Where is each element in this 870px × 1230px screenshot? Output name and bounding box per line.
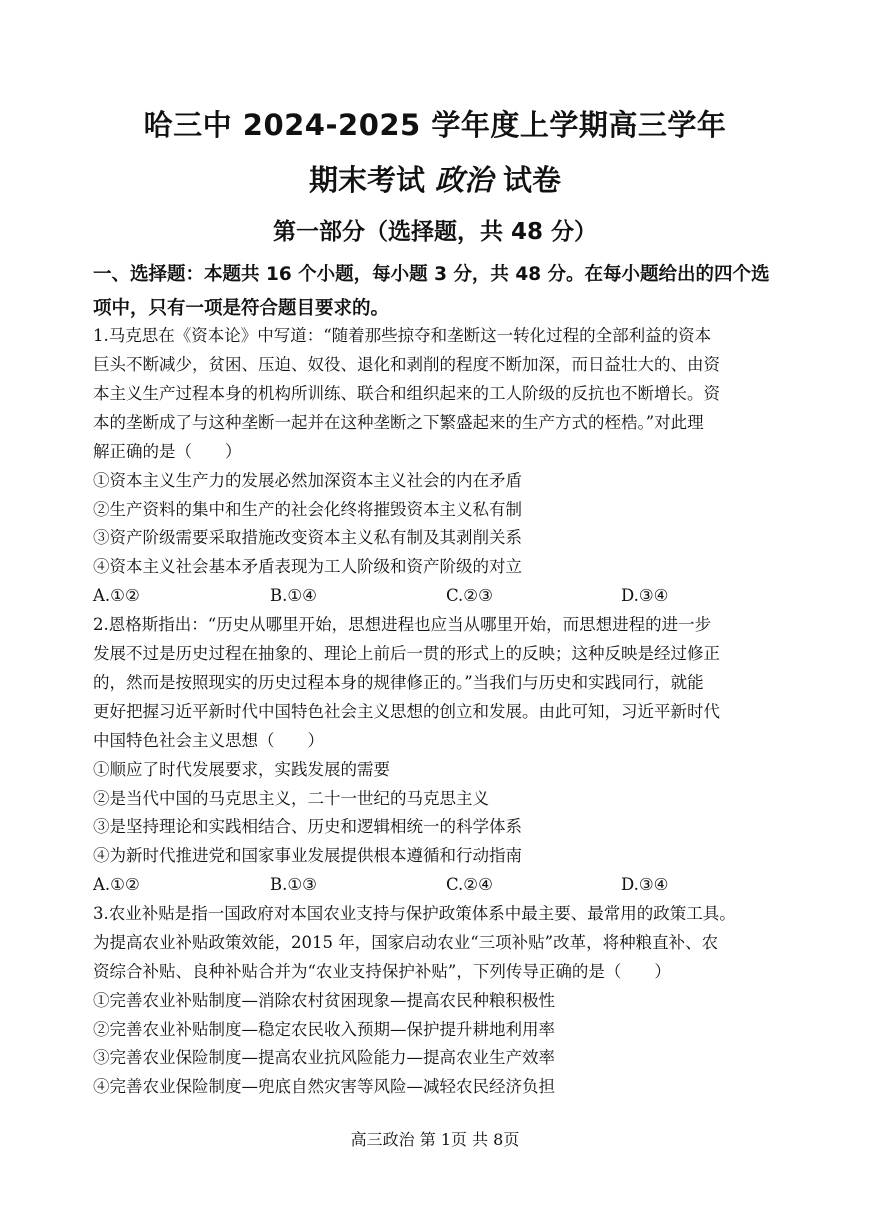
statement-item: ④资本主义社会基本矛盾表现为工人阶级和资产阶级的对立 bbox=[93, 557, 522, 576]
part-heading: 第一部分（选择题，共 48 分） bbox=[272, 219, 598, 245]
question-text-line: 2.恩格斯指出：“历史从哪里开始，思想进程也应当从哪里开始，而思想进程的进一步 bbox=[93, 615, 712, 634]
statement-item: ③资产阶级需要采取措施改变资本主义私有制及其剥削关系 bbox=[93, 528, 522, 547]
page-footer: 高三政治 第 1页 共 8页 bbox=[350, 1130, 520, 1149]
option-c: C.②③ bbox=[446, 586, 493, 605]
option-d: D.③④ bbox=[621, 586, 669, 605]
option-a: A.①② bbox=[93, 875, 140, 894]
title-suffix: 试卷 bbox=[503, 163, 562, 197]
statement-item: ①资本主义生产力的发展必然加深资本主义社会的内在矛盾 bbox=[93, 471, 522, 490]
statement-item: ③是坚持理论和实践相结合、历史和逻辑相统一的科学体系 bbox=[93, 817, 522, 836]
question-text-line: 的，然而是按照现实的历史过程本身的规律修正的。”当我们与历史和实践同行，就能 bbox=[93, 673, 704, 692]
statement-item: ②是当代中国的马克思主义，二十一世纪的马克思主义 bbox=[93, 789, 489, 808]
question-text-line: 资综合补贴、良种补贴合并为“农业支持保护补贴”，下列传导正确的是（ ） bbox=[93, 962, 671, 981]
question-text-line: 更好把握习近平新时代中国特色社会主义思想的创立和发展。由此可知，习近平新时代 bbox=[93, 702, 720, 721]
question-text-line: 解正确的是（ ） bbox=[93, 442, 242, 461]
question-text-line: 本的垄断成了与这种垄断一起并在这种垄断之下繁盛起来的生产方式的桎梏。”对此理 bbox=[93, 413, 704, 432]
statement-item: ④为新时代推进党和国家事业发展提供根本遵循和行动指南 bbox=[93, 846, 522, 865]
statement-item: ②完善农业补贴制度—稳定农民收入预期—保护提升耕地利用率 bbox=[93, 1020, 555, 1039]
statement-item: ③完善农业保险制度—提高农业抗风险能力—提高农业生产效率 bbox=[93, 1048, 555, 1067]
question-text-line: 本主义生产过程本身的机构所训练、联合和组织起来的工人阶级的反抗也不断增长。资 bbox=[93, 384, 720, 403]
option-b: B.①④ bbox=[270, 586, 317, 605]
statement-item: ①顺应了时代发展要求，实践发展的需要 bbox=[93, 760, 390, 779]
option-c: C.②④ bbox=[446, 875, 493, 894]
statement-item: ②生产资料的集中和生产的社会化终将摧毁资本主义私有制 bbox=[93, 500, 522, 519]
question-text-line: 巨头不断减少，贫困、压迫、奴役、退化和剥削的程度不断加深，而日益壮大的、由资 bbox=[93, 355, 720, 374]
question-text-line: 1.马克思在《资本论》中写道：“随着那些掠夺和垄断这一转化过程的全部利益的资本 bbox=[93, 326, 712, 345]
question-text-line: 为提高农业补贴政策效能，2015 年，国家启动农业“三项补贴”改革，将种粮直补、农 bbox=[93, 933, 719, 952]
question-text-line: 3.农业补贴是指一国政府对本国农业支持与保护政策体系中最主要、最常用的政策工具。 bbox=[93, 904, 736, 923]
statement-item: ④完善农业保险制度—兜底自然灾害等风险—减轻农民经济负担 bbox=[93, 1077, 555, 1096]
title-prefix: 期末考试 bbox=[308, 163, 425, 197]
statement-item: ①完善农业补贴制度—消除农村贫困现象—提高农民种粮积极性 bbox=[93, 991, 555, 1010]
exam-title-line1: 哈三中 2024-2025 学年度上学期高三学年 bbox=[143, 108, 727, 142]
exam-title-line2 bbox=[0, 158, 870, 199]
question-text-line: 中国特色社会主义思想（ ） bbox=[93, 731, 324, 750]
option-a: A.①② bbox=[93, 586, 140, 605]
question-text-line: 发展不过是历史过程在抽象的、理论上前后一贯的形式上的反映；这种反映是经过修正 bbox=[93, 644, 720, 663]
option-d: D.③④ bbox=[621, 875, 669, 894]
option-b: B.①③ bbox=[270, 875, 317, 894]
section-instructions: 一、选择题：本题共 16 个小题，每小题 3 分，共 48 分。在每小题给出的四个选项中，只有一项是符合题目要求的。 bbox=[93, 264, 770, 319]
subject-name: 政治 bbox=[434, 163, 493, 197]
